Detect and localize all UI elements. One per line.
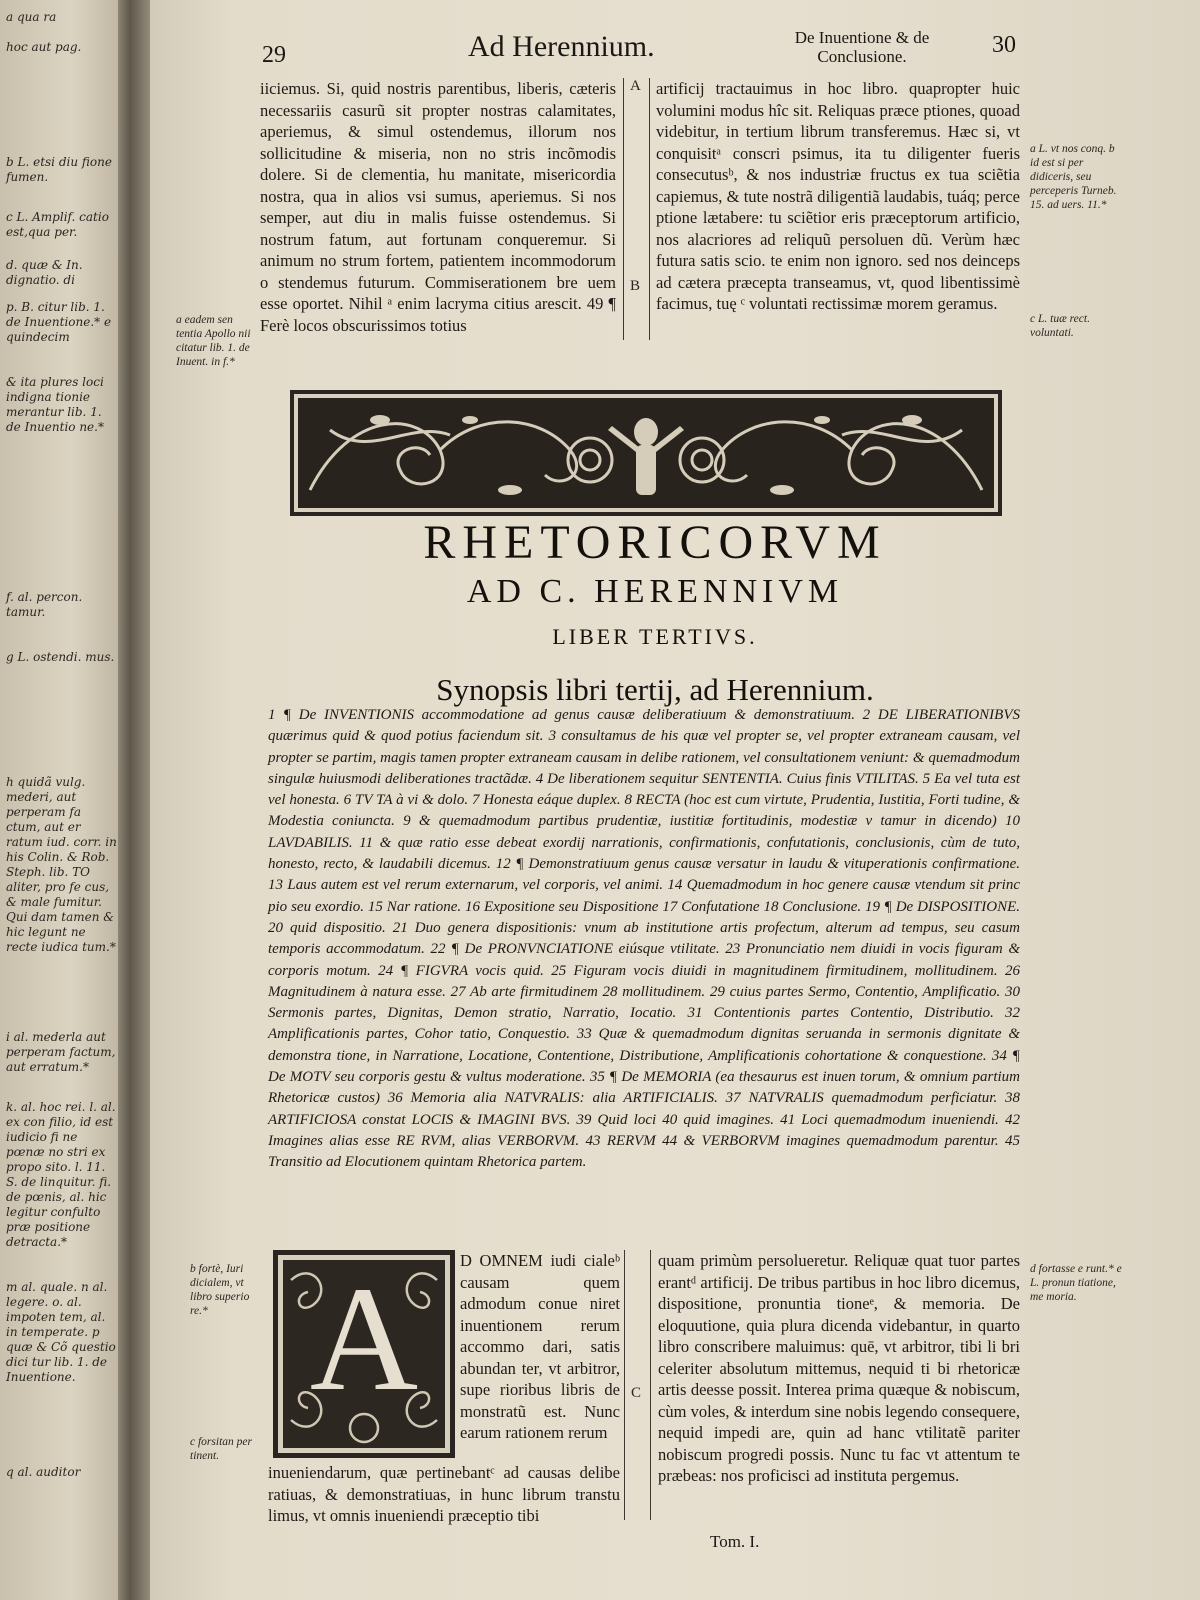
facing-note: & ita plures loci indigna tionie merantur lib. 1. de Inuentio ne.*: [6, 375, 104, 434]
facing-note: a qua ra: [6, 10, 57, 24]
margin-letter-c: C: [631, 1385, 642, 1401]
facing-note: k. al. hoc rei. l. al. ex con filio, id est iudicio fi ne pœnæ no stri ex propo sito. l. 11. S. de linquitur. fi. de pœnis, al. hic legitur confulto præ positione detracta.*: [6, 1100, 116, 1249]
bottom-left-column-wide: [268, 1462, 620, 1527]
page-number-left: 29: [262, 42, 286, 68]
bottom-right-column: [658, 1250, 1020, 1487]
margin-note: c forsitan per tinent.: [190, 1436, 252, 1462]
synopsis-text: 1 ¶ De INVENTIONIS accommodatione ad genus causæ deliberatiuum & demonstratiuum. 2 DE LIBERATIONIBVS quærimus quid & quod potius faciendum sit. 3 consultamus de his quæ vel propter se, vel propter extraneam causam, vel propter se partim, magis tamen propter extraneam causam in delibe rationem, vel consultationem veniunt: & quemadmodum singulæ huiusmodi deliberationes tractãdæ. 4 De liberationem sequitur SENTENTIA. Cuius finis VTILITAS. 5 Ea vel tuta est vel honesta. 6 TV TA à vi & dolo. 7 Honesta eáque duplex. 8 RECTA (hoc est cum virtute, Prudentia, Iustitia, Forti tudine, & Modestia coniuncta. 9 & quemadmodum partibus prudentiæ, iustitiæ fortitudinis, modestiæ v tamur in dicendo) 10 LAVDABILIS. 11 & quæ ratio esse debeat exordij narrationis, confirmationis, confutationis, conclusionis, cùm de tuto, honesto, recto, & laudabili dicemus. 12 ¶ Demonstratiuum genus causæ versatur in laudu & vituperationis confirmatione. 13 Laus autem est vel rerum externarum, vel corporis, vel animi. 14 Quemadmodum in hoc genere causæ vtendum sit princ pio seu exordio. 15 Nar ratione. 16 Expositione seu Dispositione 17 Confutatione 18 Conclusione. 19 ¶ De DISPOSITIONE. 20 quid dispositio. 21 Duo genera dispositionis: vnum ab institutione artis profectum, alterum ad tempus, seu casum temporis accommodatum. 22 ¶ De PRONVNCIATIONE eiúsque vtilitate. 23 Pronunciatio nem diuidi in vocis figuram & corporis motum. 24 ¶ FIGVRA vocis quid. 25 Figuram vocis diuidi in magnitudinem firmitudinem, mollitudinem. 26 Magnitudinem à natura esse. 27 Ab arte firmitudinem 28 mollitudinem. 29 cuius partes Sermo, Contentio, Amplificatio. 30 Sermonis partes, Dignitas, Demon stratio, Narratio, Iocatio. 31 Contentionis partes Contentio, Distributio. 32 Amplificationis partes, Cohor tatio, Conquestio. 33 Quæ & quemadmodum dignitas seruanda in sermonis dignitate & demonstra tione, in Narratione, Locatione, Contentione, Distributione, Amplificationis cohortatione & conquestione. 34 ¶ De MOTV seu corporis gestu & vultus moderatione. 35 ¶ De MEMORIA (ea thesaurus est inuen torum, & omnium partium Rhetoricæ custos) 36 Memoria alia NATVRALIS: alia ARTIFICIALIS. 37 NATVRALIS quemadmodum perficiatur. 38 ARTIFICIOSA constat LOCIS & IMAGINI BVS. 39 Quid loci 40 quid imagines. 41 Loci quemadmodum inueniendi. 42 Imagines alias esse RE RVM, alias VERBORVM. 43 RERVM 44 & VERBORVM imagines quemadmodum parentur. 45 Transitio ad Elocutionem quintam Rhetorica partem.: [268, 707, 1020, 1171]
facing-note: i al. mederla aut perperam factum, aut erratum.*: [6, 1030, 116, 1074]
facing-note: m al. quale. n al. legere. o. al. impoten tem, al. in temperate. p quæ & Cõ questio dici tur lib. 1. de Inuentione.: [6, 1280, 116, 1384]
facing-note: b L. etsi diu fione fumen.: [6, 155, 112, 184]
column-rule: [650, 1250, 651, 1520]
margin-letter-a: A: [630, 78, 641, 94]
facing-page: [0, 0, 130, 1600]
volume-signature: Tom. I.: [710, 1532, 760, 1551]
column-rule: [649, 78, 650, 340]
margin-note: a eadem sen tentia Apollo nii citatur lib. 1. de Inuent. in f.*: [176, 314, 251, 368]
margin-note: c L. tuæ rect. voluntati.: [1030, 313, 1090, 339]
top-left-text: iiciemus. Si, quid nostris parentibus, liberis, cæteris necessariis casurũ sit propter nostras calamitates, aperiemus, & simul ostendemus, illorum nos sollicitudine & miseria, non no stris incõmodis dolere. Si de clementia, hu manitate, misericordia nostra, qua in alios vsi sumus, aperiemus. Si nos semper, aut diu in malis fuisse ostendemus. Si nostrum fatum, aut fortunam conqueremur. Si animum no strum fortem, patientem incommodorum o stendemus futurum. Commiserationem bre uem esse oportet. Nihil ᵃ enim lacryma citius arescit. 49 ¶ Ferè locos obscurissimos totius: [260, 79, 616, 335]
margin-letter-b: B: [630, 278, 641, 294]
page-number-right: 30: [992, 32, 1016, 58]
book-part: LIBER TERTIVS.: [552, 624, 758, 649]
initial-letter: A: [309, 1256, 419, 1422]
top-right-text: artificij tractauimus in hoc libro. quapropter huic volumini modus hîc sit. Reliquas præce ptiones, quoad videbitur, in tertium librum transferemus. Hæc si, vt conquisitᵃ conscri psimus, ita tu diligenter fueris consecutusᵇ, & nos industriæ fructus ex tua sciẽtia capiemus, & tute nostrã diligentiã laudabis, tuáq; perce ptione lætabere: tu sciẽtior eris præceptorum artificio, nos alacriores ad reliquũ persoluen dũ. Verùm hæc futura satis scio. te enim non ignoro. sed nos deinceps ad cætera præcepta transeamus, vt, quod libentissimè facimus, tuę ᶜ voluntati rectissimæ morem geramus.: [656, 79, 1020, 313]
bottom-left-text-top: D OMNEM iudi cialeᵇ causam quem admodum conue niret inuentionem rerum accommo dari, satis abundan ter, vt arbitror, supe rioribus libris de monstratũ est. Nunc earum rationem rerum: [460, 1251, 620, 1442]
margin-note: b fortè, Iuri dicialem, vt libro superio re.*: [190, 1263, 250, 1317]
decorated-initial: [273, 1250, 455, 1458]
facing-note: p. B. citur lib. 1. de Inuentione.* e quindecim: [6, 300, 112, 344]
facing-note: f. al. percon. tamur.: [6, 590, 83, 619]
bottom-left-column-narrow: [460, 1250, 620, 1444]
book-subtitle: AD C. HERENNIVM: [466, 573, 844, 610]
margin-note: a L. vt nos conq. b id est si per didiceris, seu perceperis Turneb. 15. ad uers. 11.*: [1030, 143, 1117, 211]
bottom-left-text-bottom: inueniendarum, quæ pertinebantᶜ ad causas delibe ratiuas, & demonstratiuas, in hunc librum transtu limus, vt omnis inueniendi præceptio tibi: [268, 1463, 620, 1525]
synopsis-block: [268, 705, 1020, 1174]
top-left-column: [260, 78, 616, 336]
facing-note: d. quæ & In. dignatio. di: [6, 258, 83, 287]
margin-note: d fortasse e runt.* e L. pronun tiatione, me moria.: [1030, 1263, 1122, 1303]
ornamental-headpiece: [290, 390, 1002, 516]
bottom-right-text: quam primùm persolueretur. Reliquæ quat tuor partes erantᵈ artificij. De tribus partibus in hoc libro dicemus, dispositione, pronuntia tioneᵉ, & memoria. De eloquutione, quia plura dicenda videbantur, in quarto libro conscribere maluimus: quē, vt arbitror, tibi li bri celeriter absolutum mittemus, nequid ti bi rhetoricæ artis deesse possit. Interea prima quæque & nobiscum, cùm voles, & interdum sine nobis legendo consequere, nequid impedi are, quin ad hanc vtilitatẽ pariter nobiscum progredi possis. Nunc tu fac vt attentum te præbeas: nos proficisci ad instituta pergemus.: [658, 1251, 1020, 1485]
running-head-right: De Inuentione & de Conclusione.: [794, 28, 930, 66]
column-rule: [624, 1250, 625, 1520]
book-title: RHETORICORVM: [423, 516, 887, 569]
synopsis-heading: Synopsis libri tertij, ad Herennium.: [436, 672, 874, 707]
top-right-column: [656, 78, 1020, 315]
facing-note: q al. auditor: [6, 1465, 81, 1479]
facing-note: c L. Amplif. catio est,qua per.: [6, 210, 109, 239]
book-page: [150, 0, 1200, 1600]
column-rule: [623, 78, 624, 340]
facing-note: h quidã vulg. mederi, aut perperam fa ctum, aut er ratum iud. corr. in his Colin. & Rob. Steph. lib. TO aliter, pro fe cus, & male fumitur. Qui dam tamen & hic legunt ne recte iudica tum.*: [6, 775, 117, 954]
running-title: Ad Herennium.: [468, 30, 655, 63]
facing-note: hoc aut pag.: [6, 40, 82, 54]
facing-note: g L. ostendi. mus.: [6, 650, 115, 664]
